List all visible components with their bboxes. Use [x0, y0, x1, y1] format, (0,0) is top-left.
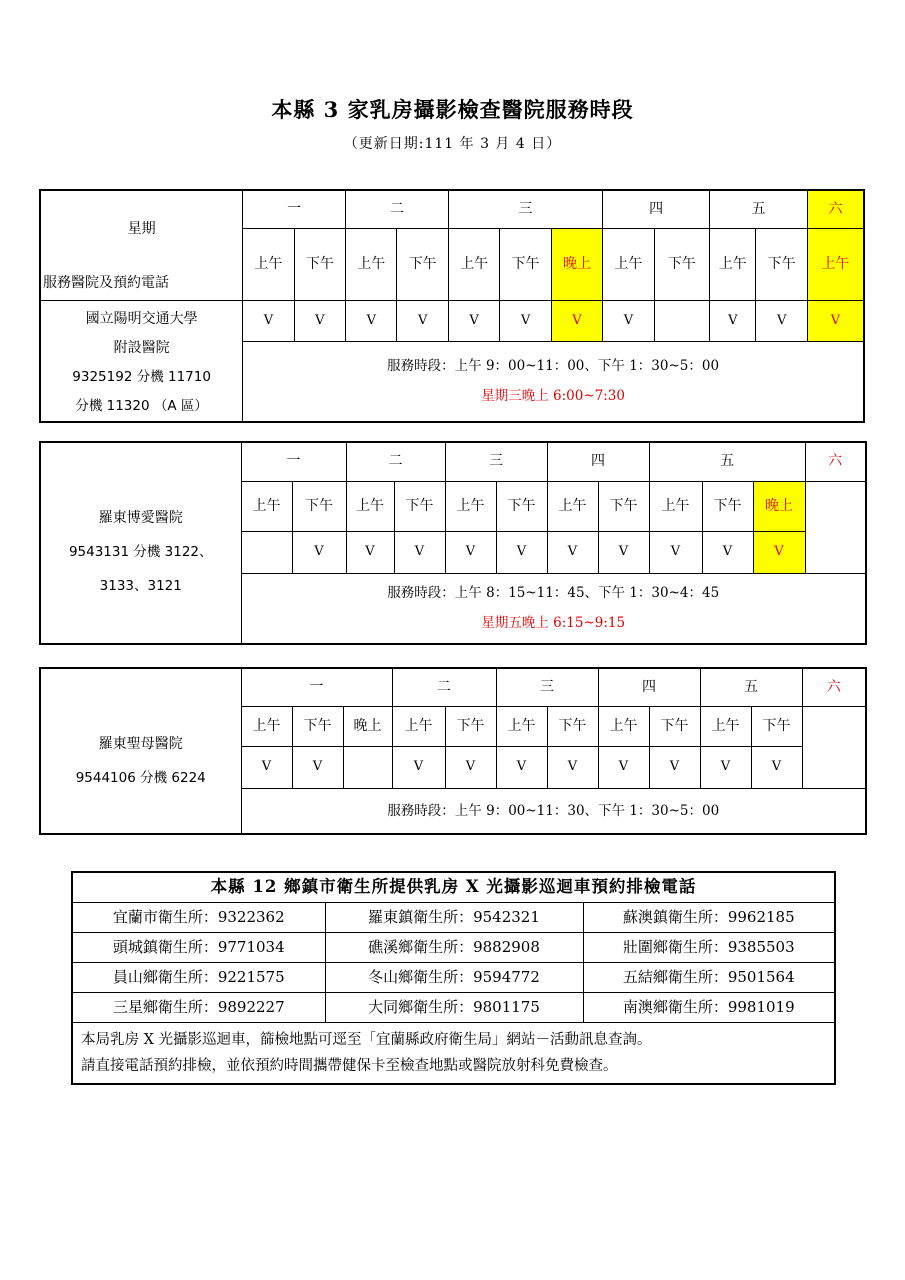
day-mon: 一 [241, 668, 392, 706]
service-hours-text: 服務時段：上午 8：15~11：45、下午 1：30~4：45 [387, 585, 720, 602]
hospital-name: 羅東聖母醫院 [98, 736, 183, 752]
slot-evening: 晚上 [551, 228, 602, 300]
slot: 上午 [598, 706, 649, 746]
day-wed: 三 [496, 668, 598, 706]
slot: 上午 [346, 228, 397, 300]
slot: 下午 [598, 481, 649, 531]
health-center-entry: 南澳鄉衛生所：9981019 [583, 992, 835, 1022]
notice [72, 1022, 835, 1084]
day-fri: 五 [649, 442, 805, 481]
day-tue: 二 [346, 442, 445, 481]
slot: 下午 [702, 481, 753, 531]
available-mark: V [346, 531, 394, 573]
page-title: 本縣 3 家乳房攝影檢查醫院服務時段 [271, 97, 634, 122]
slot: 下午 [756, 228, 807, 300]
day-mon: 一 [243, 190, 346, 228]
hospital-phone: 9544106 分機 6224 [75, 770, 206, 786]
slot: 下午 [654, 228, 709, 300]
slot: 下午 [394, 481, 445, 531]
health-center-entry: 羅東鎮衛生所：9542321 [325, 902, 583, 932]
slot: 上午 [346, 481, 394, 531]
day-fri: 五 [700, 668, 802, 706]
day-thu: 四 [598, 668, 700, 706]
slot-evening: 晚上 [753, 481, 805, 531]
health-center-entry: 大同鄉衛生所：9801175 [325, 992, 583, 1022]
hospital-schedule-table-2 [39, 441, 867, 645]
health-center-entry: 五結鄉衛生所：9501564 [583, 962, 835, 992]
slot: 上午 [496, 706, 547, 746]
available-mark: V [292, 746, 343, 788]
hospital-name: 羅東博愛醫院 [98, 510, 183, 526]
day-sat: 六 [805, 442, 866, 481]
health-center-entry: 員山鄉衛生所：9221575 [72, 962, 325, 992]
available-mark: V [241, 746, 292, 788]
available-mark: V [500, 300, 551, 342]
slot: 上午 [603, 228, 654, 300]
slot: 下午 [496, 481, 547, 531]
slot: 上午 [241, 481, 292, 531]
slot: 上午 [649, 481, 702, 531]
service-hours [241, 573, 866, 644]
health-center-entry: 宜蘭市衛生所：9322362 [72, 902, 325, 932]
hospital-info [40, 442, 241, 644]
hospital-name-line2: 附設醫院 [113, 339, 170, 356]
available-mark: V [294, 300, 345, 342]
hospital-phone-ext: 3133、3121 [99, 578, 182, 594]
evening-hours-text: 星期五晚上 6:15~9:15 [481, 615, 626, 632]
slot: 下午 [547, 706, 598, 746]
hospital-name: 國立陽明交通大學 [85, 310, 198, 327]
available-mark: V [753, 531, 805, 573]
hospital-phone-label: 服務醫院及預約電話 [43, 274, 169, 291]
available-mark: V [547, 746, 598, 788]
day-thu: 四 [603, 190, 710, 228]
available-mark: V [551, 300, 602, 342]
slot: 下午 [397, 228, 448, 300]
day-fri: 五 [710, 190, 808, 228]
available-mark: V [445, 531, 496, 573]
health-center-entry: 礁溪鄉衛生所：9882908 [325, 932, 583, 962]
service-hours [241, 788, 866, 834]
slot: 下午 [292, 706, 343, 746]
empty-cell [343, 746, 392, 788]
slot: 上午 [547, 481, 598, 531]
slot: 上午 [241, 706, 292, 746]
slot: 下午 [649, 706, 700, 746]
available-mark: V [710, 300, 756, 342]
hospital-schedule-table-3 [39, 667, 867, 835]
health-center-phone-table [71, 871, 836, 1085]
empty-cell [805, 481, 866, 573]
available-mark: V [598, 531, 649, 573]
available-mark: V [702, 531, 753, 573]
slot: 上午 [700, 706, 751, 746]
weekday-label: 星期 [127, 221, 156, 237]
service-hours [243, 342, 864, 422]
available-mark: V [649, 746, 700, 788]
day-wed: 三 [448, 190, 602, 228]
day-tue: 二 [346, 190, 449, 228]
available-mark: V [807, 300, 864, 342]
available-mark: V [649, 531, 702, 573]
slot-saturday: 上午 [807, 228, 864, 300]
hospital-info [40, 668, 241, 834]
empty-cell [654, 300, 709, 342]
day-wed: 三 [445, 442, 547, 481]
notice-line-2: 請直接電話預約排檢，並依預約時間攜帶健保卡至檢查地點或醫院放射科免費檢查。 [81, 1057, 618, 1074]
available-mark: V [547, 531, 598, 573]
hospital-phone-ext: 分機 11320 （A 區） [75, 397, 208, 414]
notice-line-1: 本局乳房 X 光攝影巡迴車，篩檢地點可逕至「宜蘭縣政府衛生局」網站－活動訊息查詢。 [81, 1031, 652, 1048]
evening-hours-text: 星期三晚上 6:00~7:30 [481, 388, 625, 405]
update-date: （更新日期:111 年 3 月 4 日） [343, 136, 562, 152]
slot: 上午 [445, 481, 496, 531]
hospital-phone: 9325192 分機 11710 [72, 368, 211, 385]
available-mark: V [700, 746, 751, 788]
slot-evening: 晚上 [343, 706, 392, 746]
available-mark: V [243, 300, 294, 342]
available-mark: V [394, 531, 445, 573]
slot: 上午 [243, 228, 294, 300]
health-center-entry: 壯圍鄉衛生所：9385503 [583, 932, 835, 962]
slot: 下午 [294, 228, 345, 300]
slot: 上午 [448, 228, 499, 300]
service-hours-text: 服務時段：上午 9：00~11：30、下午 1：30~5：00 [387, 802, 720, 819]
available-mark: V [448, 300, 499, 342]
hospital-phone: 9543131 分機 3122、 [68, 544, 213, 560]
day-mon: 一 [241, 442, 346, 481]
health-center-entry: 蘇澳鎮衛生所：9962185 [583, 902, 835, 932]
empty-cell [241, 531, 292, 573]
available-mark: V [445, 746, 496, 788]
available-mark: V [751, 746, 802, 788]
slot: 下午 [445, 706, 496, 746]
day-thu: 四 [547, 442, 649, 481]
health-center-entry: 三星鄉衛生所：9892227 [72, 992, 325, 1022]
hospital-info [40, 300, 243, 422]
slot: 下午 [751, 706, 802, 746]
slot: 上午 [392, 706, 445, 746]
health-center-entry: 頭城鎮衛生所：9771034 [72, 932, 325, 962]
available-mark: V [392, 746, 445, 788]
empty-cell [802, 706, 866, 788]
slot: 上午 [710, 228, 756, 300]
available-mark: V [346, 300, 397, 342]
available-mark: V [603, 300, 654, 342]
available-mark: V [292, 531, 346, 573]
day-sat: 六 [807, 190, 864, 228]
service-hours-text: 服務時段：上午 9：00~11：00、下午 1：30~5：00 [387, 358, 720, 375]
hospital-schedule-table-1 [39, 189, 865, 423]
day-tue: 二 [392, 668, 496, 706]
available-mark: V [756, 300, 807, 342]
available-mark: V [496, 531, 547, 573]
health-center-title: 本縣 12 鄉鎮市衛生所提供乳房 X 光攝影巡迴車預約排檢電話 [72, 872, 835, 902]
day-sat: 六 [802, 668, 866, 706]
available-mark: V [598, 746, 649, 788]
available-mark: V [496, 746, 547, 788]
header-corner [40, 190, 243, 300]
slot: 下午 [500, 228, 551, 300]
health-center-entry: 冬山鄉衛生所：9594772 [325, 962, 583, 992]
slot: 下午 [292, 481, 346, 531]
available-mark: V [397, 300, 448, 342]
